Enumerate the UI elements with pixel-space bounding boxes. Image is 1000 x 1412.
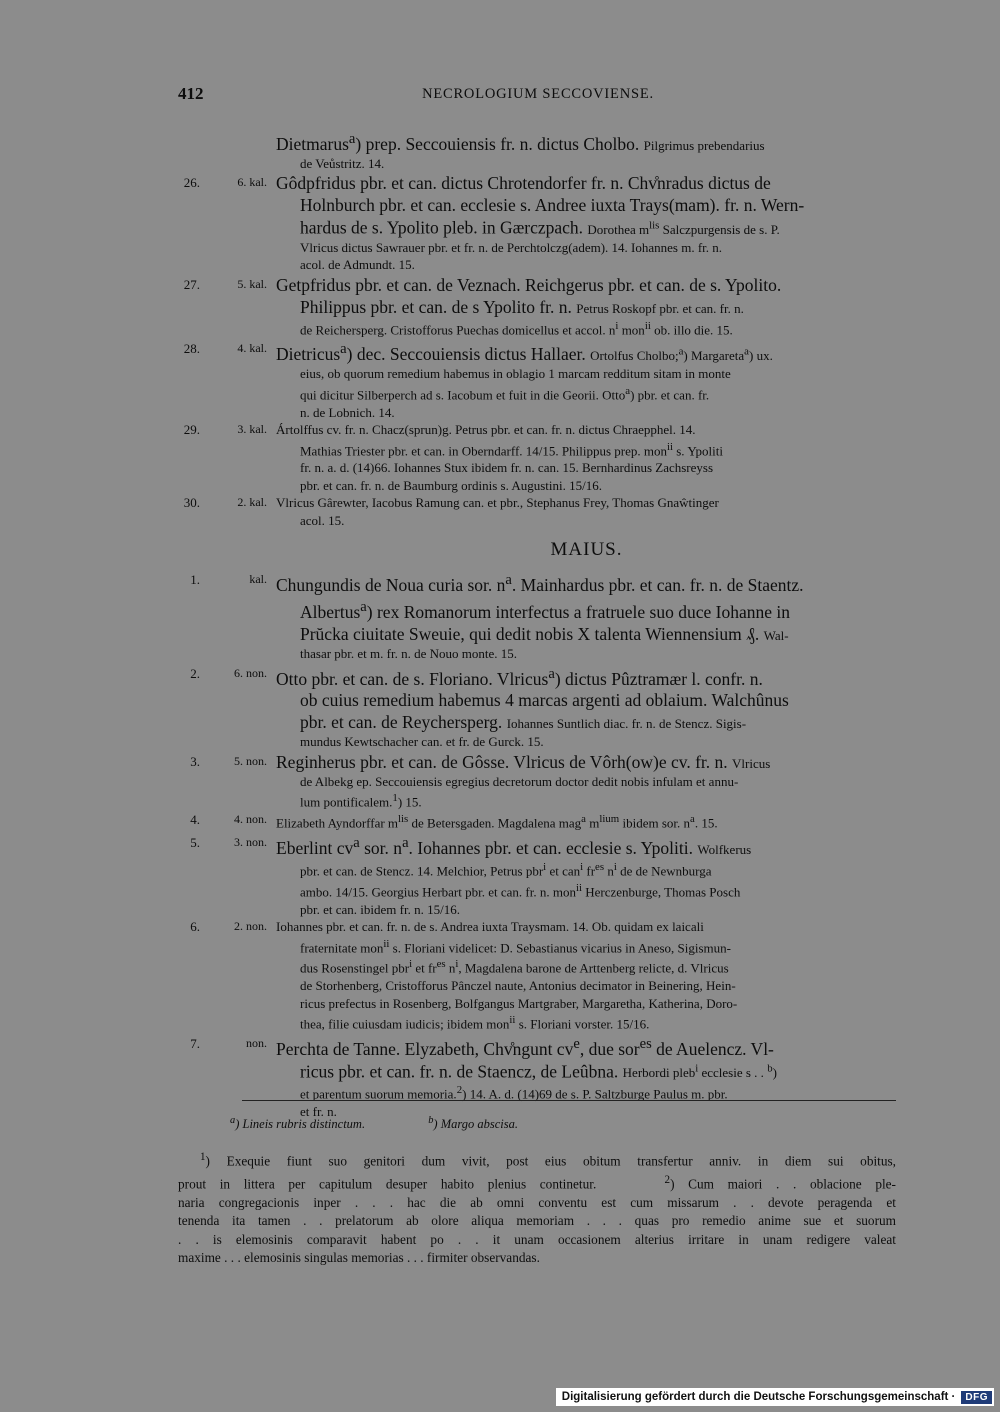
entry-text: [276, 918, 897, 1033]
necrology-entry: [0, 172, 1000, 273]
entry-line: Albertus$^a$) rex Romanorum interfectus a fratruele suo duce Iohanne in: [300, 599, 791, 623]
entry-text: [276, 811, 897, 832]
entry-line: n. de Lobnich. 14.: [300, 404, 395, 420]
entry-line: Chungundis de Noua curia sor. $n^a$. Mainhardus pbr. et can. fr. n. de Staentz.: [276, 572, 804, 596]
entry-line: ricus prefectus in Rosenberg, Bolfgangus Martgraber, Margaretha, Katherina, Doro-: [300, 995, 738, 1011]
footnote-line: . . is elemosinis comparavit habent po . . it unam occasionem alterius irritare in unam redigere valeat: [178, 1231, 896, 1247]
entry-roman-date: 3. kal.: [237, 422, 267, 437]
entry-day-number: 6.: [190, 919, 200, 935]
entry-roman-date: 5. non.: [234, 753, 267, 768]
entry-roman-date: 6. kal.: [237, 175, 267, 190]
entry-day-number: 26.: [183, 175, 200, 191]
entry-line: acol. de Admundt. 15.: [300, 257, 415, 273]
page-header: [178, 84, 898, 108]
entry-line: Holnburch pbr. et can. ecclesie s. Andree iuxta Trays(mam). fr. n. Wern-: [300, 195, 805, 216]
necrology-entries: [0, 128, 1000, 1121]
entry-day-number: 2.: [190, 665, 200, 681]
necrology-entry: [0, 274, 1000, 339]
entry-line: thasar pbr. et m. fr. n. de Nouo monte. 15.: [300, 646, 517, 662]
entry-line: de Storhenberg, Cristofforus Pânczel naute, Antonius decimator in Beinering, Hein-: [300, 978, 736, 994]
entry-text: [276, 128, 897, 172]
entry-text: [276, 751, 897, 811]
entry-day-number: 28.: [183, 341, 200, 357]
entry-line: Ártolffus cv. fr. n. Chacz(sprun)g. Petrus pbr. et can. fr. n. dictus Chraepphel. 14.: [276, 422, 696, 438]
entry-line: Prŭcka ciuitate Sweuie, qui dedit nobis X talenta Wiennensium ₰. Wal-: [300, 624, 789, 645]
entry-roman-date: non.: [246, 1036, 267, 1051]
entry-line: thea, filie cuiusdam iudicis; ibidem mon$^{ii}$ s. Floriani vorster. 15/16.: [300, 1014, 650, 1032]
entry-line: Getpfridus pbr. et can. de Veznach. Reichgerus pbr. et can. de s. Ypolito.: [276, 274, 782, 295]
entry-roman-date: 4. non.: [234, 812, 267, 827]
entry-line: et parentum suorum memoria.$^2$) 14. A. d. (14)69 de s. P. Saltzburge Paulus m. pbr.: [300, 1084, 728, 1102]
entry-roman-date: 5. kal.: [237, 276, 267, 291]
entry-line: ricus pbr. et can. fr. n. de Staencz, de Leûbna. Herbordi pleb$^i$ ecclesie s . . $^b$): [300, 1061, 777, 1082]
dfg-logo: DFG: [961, 1391, 992, 1404]
necrology-entry: [0, 338, 1000, 421]
footnote-line: $^1$) Exequie fiunt suo genitori dum vivit, post eius obitum transfertur anniv. in diem sui obitus,: [200, 1151, 896, 1169]
entry-text: [276, 832, 897, 918]
entry-roman-date: kal.: [249, 572, 267, 587]
entry-text: [276, 569, 897, 662]
entry-line: Elizabeth Ayndorffar $m^{lis}$ de Betersgaden. Magdalena mag$^a$ $m^{lium}$ ibidem sor. $n^a$. 15.: [276, 813, 718, 831]
entry-day-number: 7.: [190, 1036, 200, 1052]
entry-day-number: 27.: [183, 276, 200, 292]
page-title: NECROLOGIUM SECCOVIENSE.: [422, 86, 654, 102]
entry-line: Dietricus$^a$) dec. Seccouiensis dictus Hallaer. Ortolfus Cholbo;$^a$) Margareta$^a$) ux.: [276, 341, 773, 365]
entry-roman-date: 6. non.: [234, 665, 267, 680]
entry-line: dus Rosenstingel pbr$^i$ et $fr^{es}$ $n^i$, Magdalena barone de Arttenberg relicte, d. Vlricus: [300, 958, 729, 976]
footer-text: Digitalisierung gefördert durch die Deutsche Forschungsgemeinschaft ·: [561, 1391, 956, 1403]
entry-line: pbr. et can. de Reychersperg. Iohannes Suntlich diac. fr. n. de Stencz. Sigis-: [300, 712, 747, 733]
entry-roman-date: 4. kal.: [237, 341, 267, 356]
entry-line: de Veůstritz. 14.: [300, 155, 385, 171]
entry-text: [276, 421, 897, 494]
entry-line: Reginherus pbr. et can. de Gôsse. Vlricus de Vôrh(ow)e cv. fr. n. Vlricus: [276, 751, 771, 772]
entry-day-number: 3.: [190, 753, 200, 769]
april-entries: [0, 128, 1000, 529]
entry-line: lum pontificalem.$^1$) 15.: [300, 792, 422, 810]
entry-roman-date: 3. non.: [234, 835, 267, 850]
necrology-entry: [0, 918, 1000, 1033]
entry-line: et fr. n.: [300, 1104, 337, 1120]
footnote-line: naria congregacionis inper . . . hac die ab omni conventu est cum missarum . . devote peragenda et: [178, 1194, 896, 1210]
entry-line: Vlricus dictus Sawrauer pbr. et fr. n. de Perchtolczg(adem). 14. Iohannes m. fr. n.: [300, 239, 723, 255]
necrology-entry: [0, 832, 1000, 918]
necrology-entry: [0, 663, 1000, 751]
entry-line: fraternitate mon$^{ii}$ s. Floriani videlicet: D. Sebastianus vicarius in Aneso, Sigismun-: [300, 937, 732, 955]
dfg-footer[interactable]: [556, 1388, 994, 1406]
apparatus-note: $^b$) Margo abscisa.: [428, 1115, 519, 1132]
entry-text: [276, 274, 897, 339]
footnote-line: maxime . . . elemosinis singulas memorias . . . firmiter observandas.: [178, 1250, 540, 1266]
entry-line: hardus de s. Ypolito pleb. in Gærczpach. Dorothea $m^{lis}$ Salczpurgensis de s. P.: [300, 217, 780, 238]
necrology-entry: [0, 494, 1000, 529]
entry-day-number: 1.: [190, 572, 200, 588]
entry-text: [276, 338, 897, 421]
entry-line: Iohannes pbr. et can. fr. n. de s. Andrea iuxta Traysmam. 14. Ob. quidam ex laicali: [276, 919, 704, 935]
entry-line: Gôdpfridus pbr. et can. dictus Chrotendorfer fr. n. Chv̊nradus dictus de: [276, 173, 771, 194]
necrology-entry: [0, 1033, 1000, 1120]
necrology-entry: [0, 569, 1000, 662]
entry-line: Mathias Triester pbr. et can. in Oberndarff. 14/15. Philippus prep. mon$^{ii}$ s. Ypoliti: [300, 440, 723, 458]
entry-roman-date: 2. kal.: [237, 495, 267, 510]
page-number: 412: [178, 84, 204, 103]
entry-line: Dietmarus$^a$) prep. Seccouiensis fr. n. dictus Cholbo. Pilgrimus prebendarius: [276, 131, 765, 154]
apparatus-note: $^a$) Lineis rubris distinctum.: [230, 1115, 366, 1132]
entry-text: [276, 1033, 897, 1120]
entry-text: [276, 663, 897, 751]
necrology-entry: [0, 751, 1000, 811]
necrology-entry: [0, 421, 1000, 494]
entry-line: Philippus pbr. et can. de s Ypolito fr. n. Petrus Roskopf pbr. et can. fr. n.: [300, 296, 744, 317]
entry-line: qui dicitur Silberperch ad s. Iacobum et fuit in die Georii. Otto$^a$) pbr. et can. fr.: [300, 384, 710, 403]
entry-text: [276, 494, 897, 529]
entry-day-number: 4.: [190, 812, 200, 828]
footnote-divider: [242, 1100, 896, 1101]
entry-line: pbr. et can. ibidem fr. n. 15/16.: [300, 901, 460, 917]
entry-day-number: 30.: [183, 495, 200, 511]
entry-line: mundus Kewtschacher can. et fr. de Gurck. 15.: [300, 734, 544, 750]
entry-line: ob cuius remedium habemus 4 marcas argenti ad oblaium. Walchûnus: [300, 690, 789, 711]
entry-roman-date: 2. non.: [234, 919, 267, 934]
entry-day-number: 5.: [190, 835, 200, 851]
entry-line: Vlricus Gârewter, Iacobus Ramung can. et pbr., Stephanus Frey, Thomas Gnaŵtinger: [276, 495, 719, 511]
entry-text: [276, 172, 897, 273]
entry-day-number: 29.: [183, 422, 200, 438]
entry-line: Otto pbr. et can. de s. Floriano. Vlricus$^a$) dictus Pûztramær l. confr. n.: [276, 665, 763, 689]
may-entries: [0, 569, 1000, 1120]
footnotes: [178, 1148, 896, 1268]
entry-line: fr. n. a. d. (14)66. Iohannes Stux ibidem fr. n. can. 15. Bernhardinus Zachsreyss: [300, 460, 714, 476]
footnote-line: tenenda ita tamen . . prelatorum ab olore aliqua memoriam . . . quas pro remedio anime sue et suorum: [178, 1213, 896, 1229]
entry-line: de Albekg ep. Seccouiensis egregius decretorum doctor dedit nobis infulam et annu-: [300, 773, 739, 789]
entry-line: de Reichersperg. Cristofforus Puechas domicellus et accol. $n^i$ mon$^{ii}$ ob. illo die. 15.: [300, 319, 733, 337]
entry-line: pbr. et can. fr. n. de Baumburg ordinis s. Augustini. 15/16.: [300, 477, 602, 493]
entry-line: eius, ob quorum remedium habemus in oblagio 1 marcam redditum sitam in monte: [300, 366, 731, 382]
necrology-entry: [0, 128, 1000, 172]
necrology-entry: [0, 811, 1000, 832]
entry-line: pbr. et can. de Stencz. 14. Melchior, Petrus pbr$^i$ et can$^i$ $fr^{es}$ $n^i$ de de Newnburga: [300, 860, 712, 879]
entry-line: Perchta de Tanne. Elyzabeth, Chv̊ngunt $cv^e$, due sor$^{es}$ de Auelencz. Vl-: [276, 1036, 774, 1059]
entry-line: acol. 15.: [300, 512, 345, 528]
footnote-line: prout in littera per capitulum desuper habito plenius continetur. $^2$) Cum maiori . . oblacione ple-: [178, 1173, 896, 1192]
entry-line: Eberlint $cv^a$ sor. $n^a$. Iohannes pbr. et can. ecclesie s. Ypoliti. Wolfkerus: [276, 835, 752, 858]
section-title: MAIUS.: [550, 539, 623, 561]
entry-line: ambo. 14/15. Georgius Herbart pbr. et can. fr. n. mon$^{ii}$ Herczenburge, Thomas Posch: [300, 881, 741, 900]
apparatus-notes: [230, 1115, 578, 1132]
